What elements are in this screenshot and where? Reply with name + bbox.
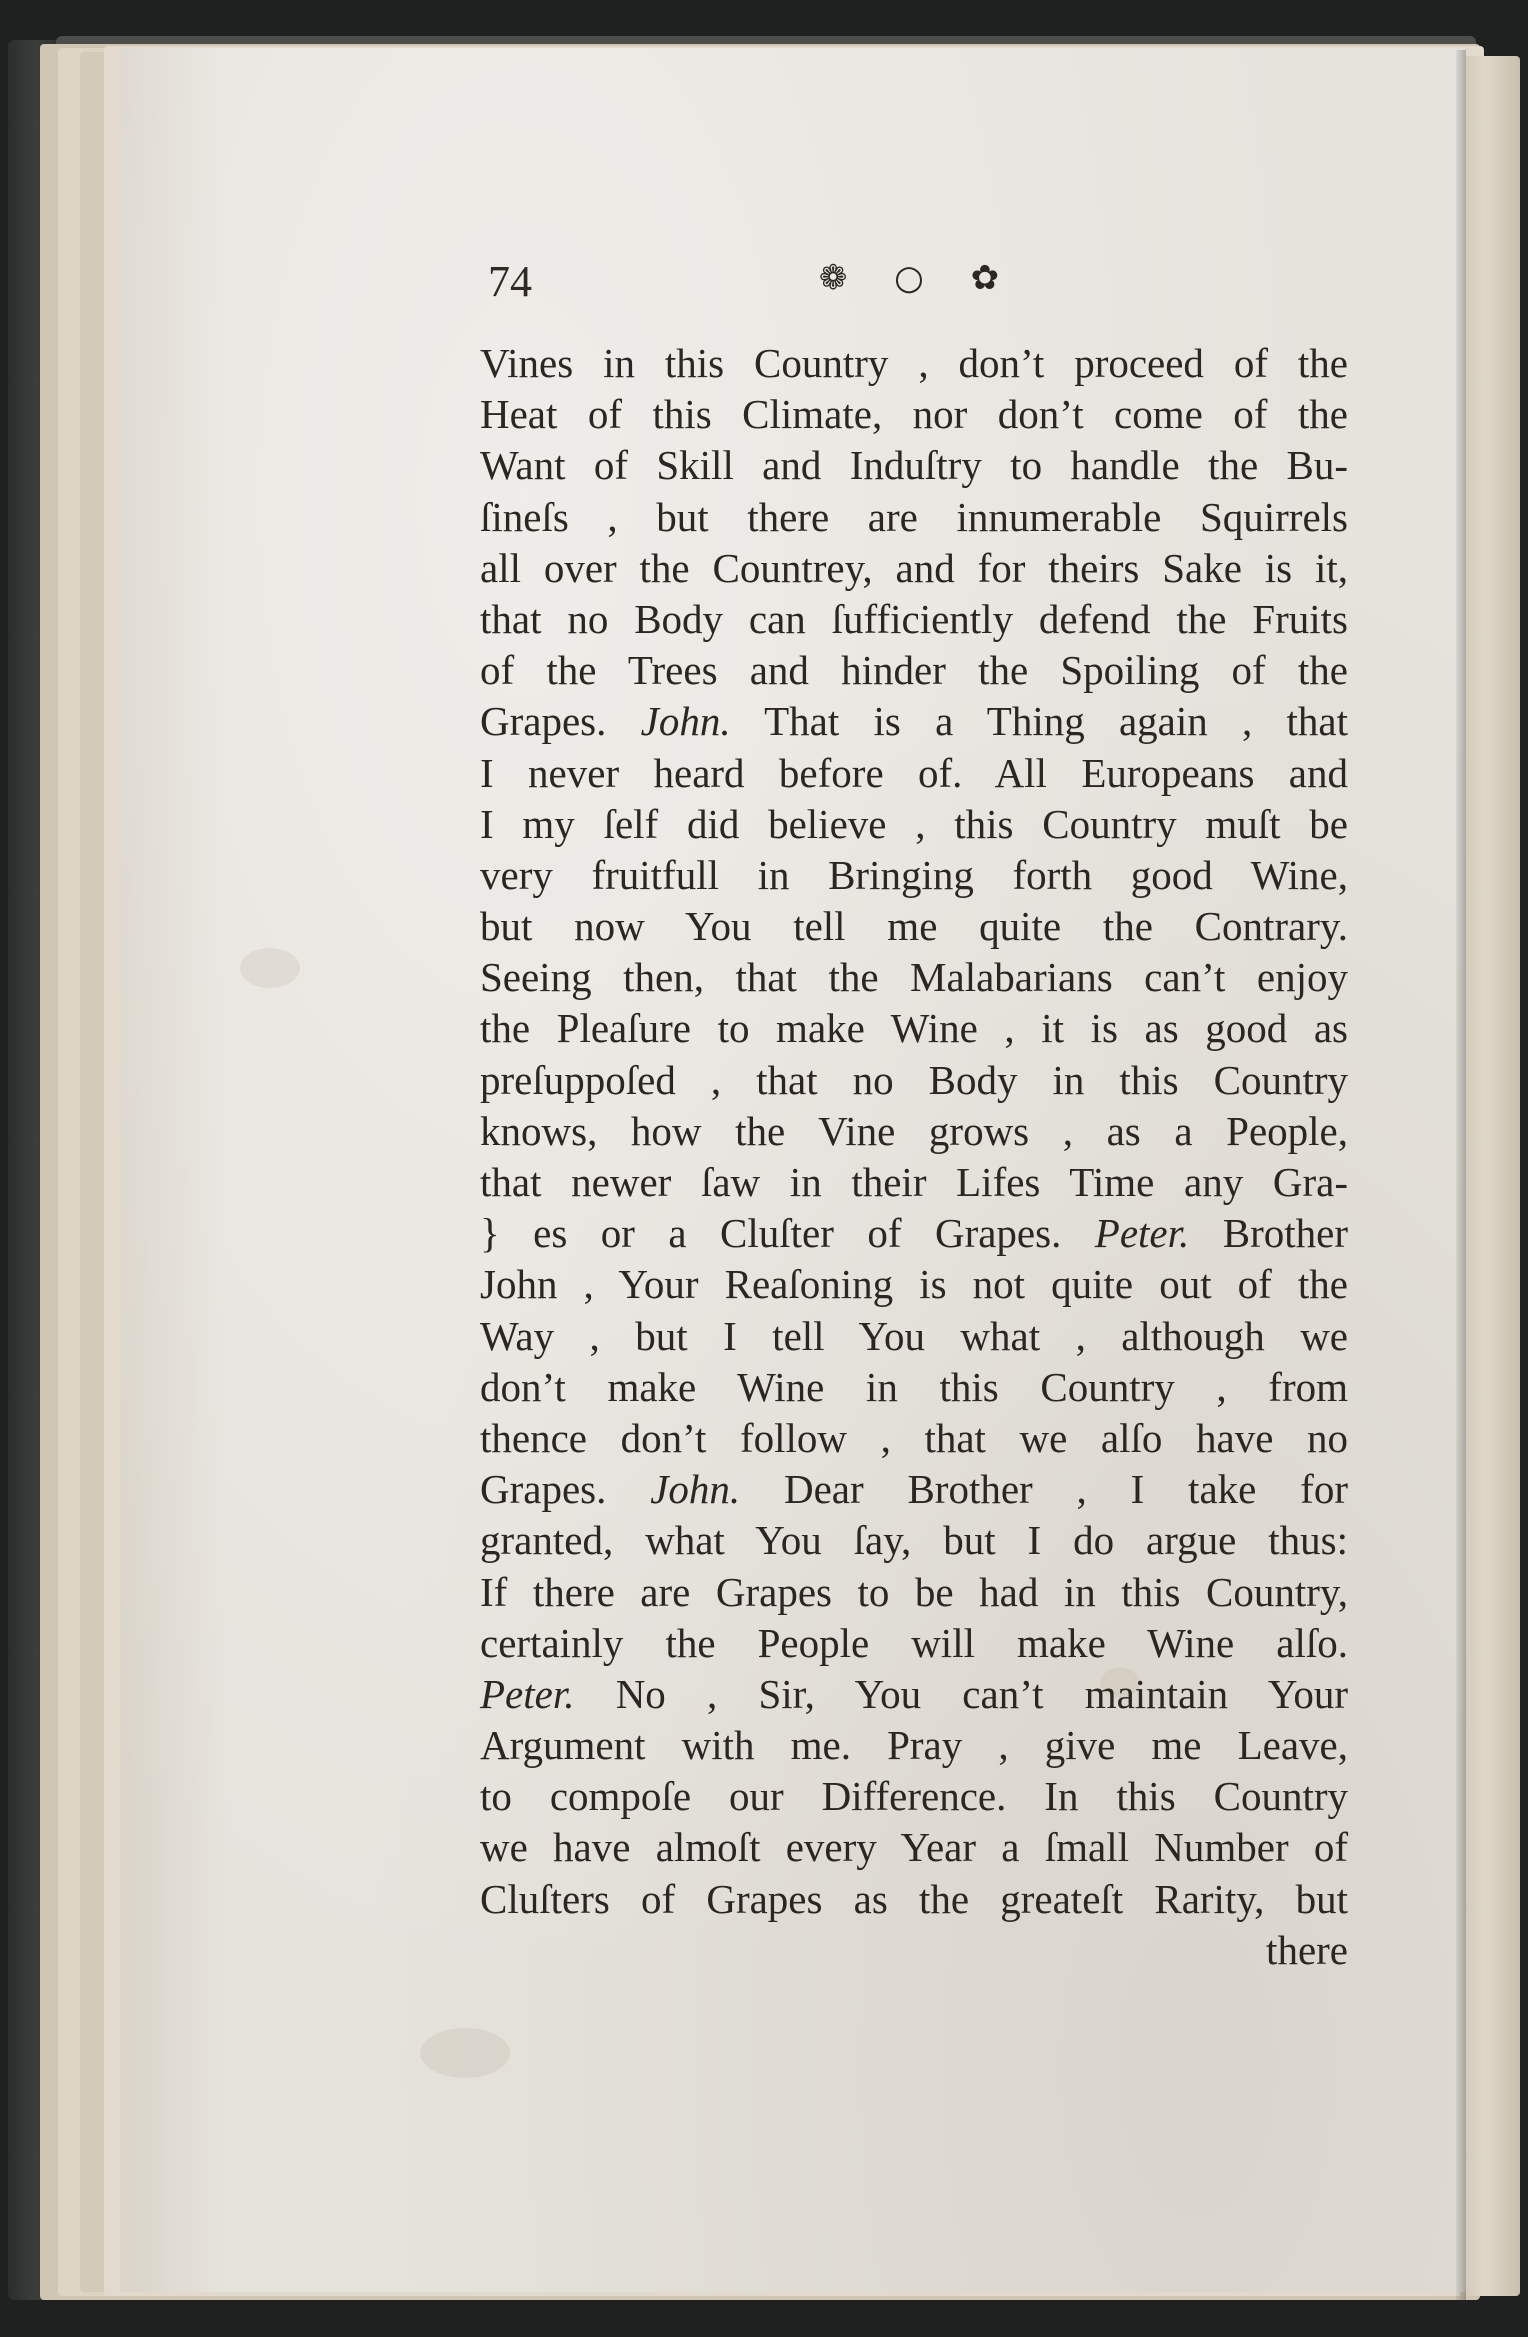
- text-segment: Way , but I tell You what , although we: [480, 1312, 1348, 1359]
- text-line: [480, 696, 1348, 747]
- text-segment: If there are Grapes to be had in this Country,: [480, 1568, 1348, 1615]
- text-segment: I never heard before of. All Europeans and: [480, 749, 1348, 796]
- text-line: [480, 594, 1348, 645]
- flower-ornament-icon: ❁: [818, 258, 866, 298]
- text-segment: all over the Countrey, and for theirs Sake is it,: [480, 544, 1348, 591]
- text-segment: Cluſters of Grapes as the greateſt Rarity, but: [480, 1875, 1348, 1922]
- text-segment: Grapes.: [480, 698, 641, 745]
- header-ornament: [488, 258, 1348, 298]
- text-line: [480, 1669, 1348, 1720]
- text-segment: there: [1266, 1926, 1348, 1973]
- text-line: [480, 901, 1348, 952]
- text-segment: No , Sir, You can’t maintain Your: [574, 1670, 1348, 1717]
- text-segment: thence don’t follow , that we alſo have no: [480, 1414, 1348, 1461]
- text-line: [480, 543, 1348, 594]
- running-head: [488, 256, 1348, 312]
- text-segment: Seeing then, that the Malabarians can’t enjoy: [480, 954, 1348, 1001]
- gutter-shadow: [1456, 50, 1466, 2300]
- speaker-name: Peter.: [1094, 1210, 1190, 1257]
- text-line: [480, 850, 1348, 901]
- text-line: [480, 1362, 1348, 1413]
- speaker-name: Peter.: [480, 1670, 575, 1717]
- text-line: [480, 1720, 1348, 1771]
- text-line: [480, 1925, 1348, 1976]
- text-line: [480, 748, 1348, 799]
- text-segment: } es or a Cluſter of Grapes.: [480, 1210, 1095, 1257]
- text-segment: we have almoſt every Year a ſmall Number of: [480, 1824, 1348, 1871]
- text-line: [480, 952, 1348, 1003]
- foxing-spot: [240, 948, 300, 988]
- text-segment: that newer ſaw in their Lifes Time any Gra-: [480, 1159, 1348, 1205]
- text-segment: to compoſe our Difference. In this Country: [480, 1773, 1348, 1820]
- text-segment: granted, what You ſay, but I do argue thus:: [480, 1517, 1348, 1564]
- text-line: [480, 645, 1348, 696]
- text-line: [480, 799, 1348, 850]
- text-line: [480, 492, 1348, 543]
- text-segment: Vines in this Country , don’t proceed of the: [480, 340, 1348, 386]
- speaker-name: John.: [650, 1466, 741, 1513]
- text-segment: preſuppoſed , that no Body in this Country: [480, 1056, 1348, 1103]
- text-line: [480, 1208, 1348, 1259]
- text-segment: Want of Skill and Induſtry to handle the Bu-: [480, 442, 1348, 489]
- text-line: [480, 1259, 1348, 1310]
- text-line: [480, 1822, 1348, 1873]
- text-segment: but now You tell me quite the Contrary.: [480, 903, 1348, 950]
- text-segment: that no Body can ſufficiently defend the Fruits: [480, 595, 1348, 642]
- text-segment: very fruitfull in Bringing forth good Wine,: [480, 851, 1348, 898]
- text-line: [480, 1874, 1348, 1925]
- text-line: [480, 1464, 1348, 1515]
- text-segment: certainly the People will make Wine alſo.: [480, 1619, 1348, 1666]
- circle-ornament-icon: ○: [894, 258, 942, 298]
- text-segment: the Pleaſure to make Wine , it is as good as: [480, 1005, 1348, 1052]
- text-line: [480, 389, 1348, 440]
- text-line: [480, 1311, 1348, 1362]
- rosette-ornament-icon: ✿: [970, 258, 1018, 298]
- text-line: [480, 1055, 1348, 1106]
- text-segment: John , Your Reaſoning is not quite out of the: [480, 1261, 1348, 1308]
- text-line: [480, 1157, 1348, 1208]
- next-page-edge: [1460, 56, 1520, 2296]
- text-line: [480, 1567, 1348, 1618]
- text-line: [480, 1003, 1348, 1054]
- text-line: [480, 1771, 1348, 1822]
- text-segment: Brother: [1189, 1210, 1348, 1257]
- text-segment: of the Trees and hinder the Spoiling of the: [480, 647, 1348, 694]
- text-line: [480, 338, 1348, 389]
- foxing-spot: [420, 2028, 510, 2078]
- text-segment: Grapes.: [480, 1466, 651, 1513]
- speaker-name: John.: [640, 698, 731, 745]
- text-segment: ſineſs , but there are innumerable Squirrels: [480, 493, 1348, 540]
- page-number: 74: [488, 257, 532, 306]
- text-segment: knows, how the Vine grows , as a People,: [480, 1107, 1348, 1154]
- text-segment: I my ſelf did believe , this Country muſt be: [480, 800, 1348, 847]
- text-line: [480, 1618, 1348, 1669]
- text-segment: Heat of this Climate, nor don’t come of the: [480, 391, 1348, 438]
- text-line: [480, 440, 1348, 491]
- text-segment: That is a Thing again , that: [730, 698, 1348, 745]
- text-segment: Dear Brother , I take for: [740, 1466, 1348, 1513]
- text-line: [480, 1515, 1348, 1566]
- text-line: [480, 1106, 1348, 1157]
- text-segment: Argument with me. Pray , give me Leave,: [480, 1722, 1348, 1769]
- text-segment: don’t make Wine in this Country , from: [480, 1363, 1348, 1410]
- text-line: [480, 1413, 1348, 1464]
- body-text: [480, 338, 1348, 1976]
